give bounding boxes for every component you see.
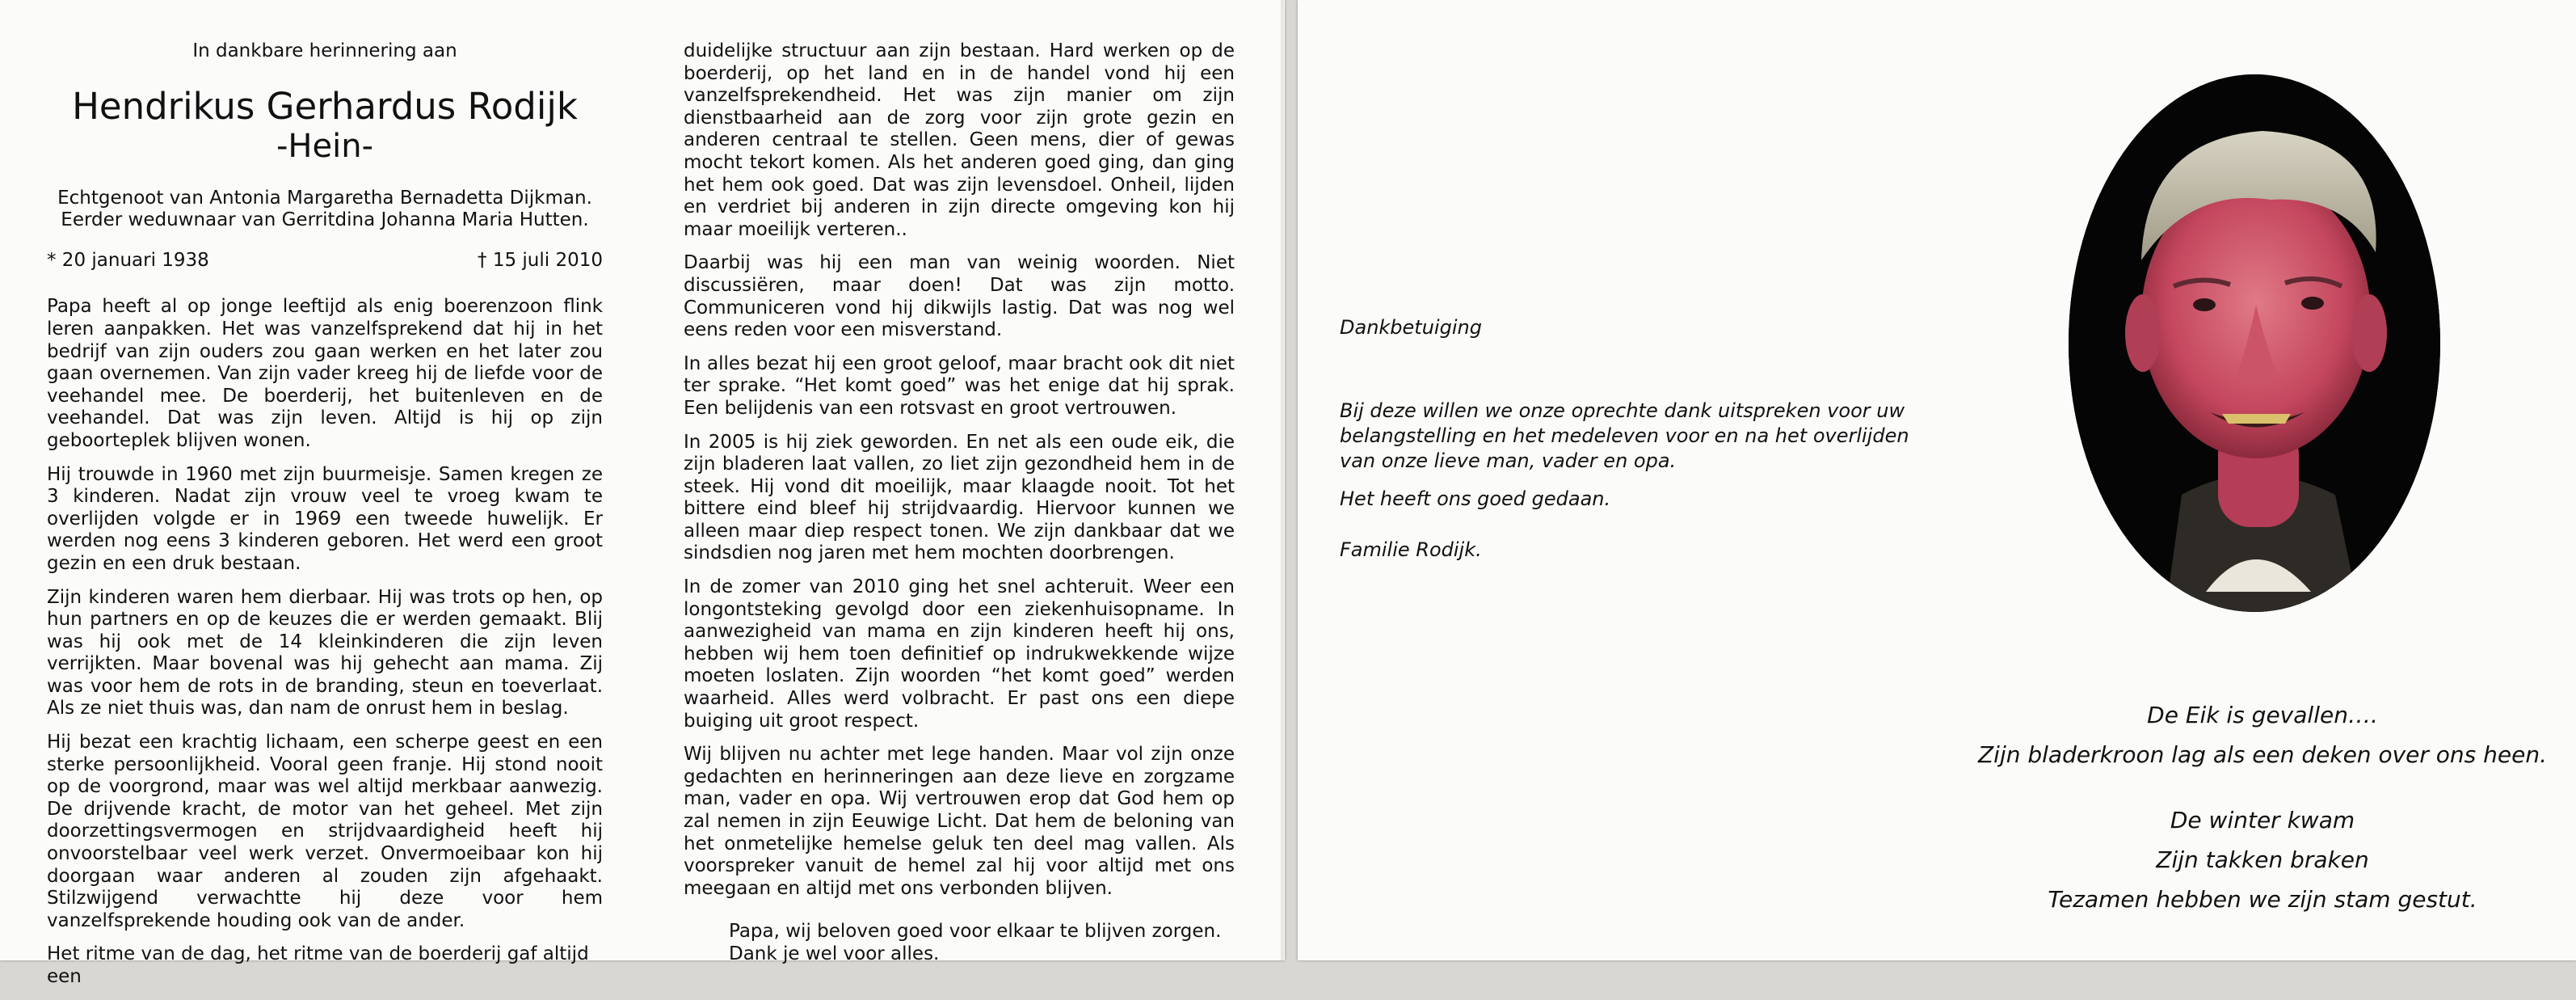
paragraph: Het ritme van de dag, het ritme van de boerderij gaf altijd een [47, 943, 589, 987]
widower-line: Eerder weduwnaar van Gerritdina Johanna Maria Hutten. [61, 209, 589, 231]
paragraph: Hij bezat een krachtig lichaam, een scherpe geest en een sterke persoonlijkheid. Vooral geen franje. Hij stond nooit op de voorgrond, maar was wel altijd merkbaar aanwezig. De drijvende kracht, de motor van het geheel. Met zijn doorzettingsvermogen en strijdvaardigheid heeft hij onvoorstelbaar veel werk verzet. Onvermoeibaar kon hij doorgaan waar anderen al zouden zijn afgehaakt. Stilzwijgend verwachtte hij deze voor hem vanzelfsprekende houding ook van de ander. [47, 732, 603, 931]
poem-stanza-gap [1955, 774, 2570, 800]
poem-line: Zijn takken braken [2156, 846, 2369, 873]
text-column-right [684, 40, 1235, 966]
paragraph: Daarbij was hij een man van weinig woorden. Niet discussiëren, maar doen! Dat was zijn motto. Communiceren vond hij dikwijls lastig. Dat was nog wel eens reden voor een misverstand. [684, 252, 1235, 341]
poem-line: De Eik is gevallen…. [2147, 702, 2378, 728]
left-card [0, 0, 1285, 987]
acknowledgement-heading: Dankbetuiging [1340, 316, 1482, 339]
poem-line: Zijn bladerkroon lag als een deken over ons heen. [1977, 741, 2548, 768]
paragraph: duidelijke structuur aan zijn bestaan. Hard werken op de boerderij, op het land en in de handel vond hij een vanzelfsprekendheid. Het was zijn manier om zijn dienstbaarheid aan de zorg voor zijn grote gezin en anderen centraal te stellen. Geen mens, dier of gewas mocht tekort komen. Als het anderen goed ging, dan ging het hem ook goed. Dat was zijn levensdoel. Onheil, lijden en verdriet bij anderen in zijn directe omgeving kon hij maar moeilijk verteren.. [684, 40, 1235, 240]
text-column-left [47, 40, 603, 1000]
intro-line: In dankbare herinnering aan [192, 40, 457, 61]
paragraph: Hij trouwde in 1960 met zijn buurmeisje. Samen kregen ze 3 kinderen. Nadat zijn vrouw veel te vroeg kwam te overlijden volgde er in 1969 een tweede huwelijk. Er werden nog eens 3 kinderen geboren. Het werd een groot gezin en een druk bestaan. [47, 463, 603, 574]
paragraph: In 2005 is hij ziek geworden. En net als een oude eik, die zijn bladeren laat vallen, zo liet zijn gezondheid hem in de steek. Hij vond dit moeilijk, maar klaagde nooit. Tot het bittere eind bleef hij strijdvaardig. Hiervoor kunnen we alleen maar diep respect tonen. We zijn dankbaar dat we sindsdien nog jaren met hem mochten doorbrengen. [684, 431, 1235, 564]
deceased-name: Hendrikus Gerhardus Rodijk [72, 84, 578, 128]
spouse-line: Echtgenoot van Antonia Margaretha Bernadetta Dijkman. [57, 187, 592, 209]
paragraph: Zijn kinderen waren hem dierbaar. Hij was trots op hen, op hun partners en op de keuzes die er werden gemaakt. Blij was hij ook met de 14 kleinkinderen die zijn leven verrijkten. Maar bovenal was hij gehecht aan mama. Zij was voor hem de rots in de branding, steun en toeverlaat. Als ze niet thuis was, dan nam de onrust hem in beslag. [47, 586, 603, 719]
paragraph: In alles bezat hij een groot geloof, maar bracht ook dit niet ter sprake. “Het komt goed” was het enige dat hij sprak. Een belijdenis van een rotsvast en groot vertrouwen. [684, 352, 1235, 419]
acknowledgement-line: Het heeft ons goed gedaan. [1340, 487, 1611, 510]
death-date: † 15 juli 2010 [478, 249, 603, 271]
card-fold [1281, 0, 1284, 960]
portrait-photo [2069, 74, 2440, 612]
paragraph: Wij blijven nu achter met lege handen. Maar vol zijn onze gedachten en herinneringen aan deze lieve en zorgzame man, vader en opa. Wij vertrouwen erop dat God hem op zal nemen in zijn Eeuwige Licht. Dat hem de beloning van het onmetelijke hemelse geluk ten deel mag vallen. Als voorspreker vanuit de hemel zal hij voor altijd met ons meegaan en altijd met ons verbonden blijven. [684, 744, 1235, 899]
portrait-illustration [2069, 74, 2440, 612]
deceased-nickname: -Hein- [276, 127, 374, 165]
poem-line: De winter kwam [2170, 807, 2355, 833]
closing-line-1: Papa, wij beloven goed voor elkaar te blijven zorgen. [729, 921, 1222, 943]
closing-line-2: Dank je wel voor alles. [729, 943, 940, 964]
birth-date: * 20 januari 1938 [47, 249, 209, 271]
acknowledgement-block [1340, 315, 1921, 576]
poem [1955, 695, 2570, 919]
paragraph: Papa heeft al op jonge leeftijd als enig boerenzoon flink leren aanpakken. Het was vanzelfsprekend dat hij in het bedrijf van zijn ouders zou gaan werken en het later zou gaan overnemen. Van zijn vader kreeg hij de liefde voor de veehandel mee. De boerderij, het buitenleven en de veehandel. Dat was zijn leven. Altijd is hij op zijn geboorteplek blijven wonen. [47, 296, 603, 451]
acknowledgement-body: Bij deze willen we onze oprechte dank uitspreken voor uw belangstelling en het medeleven voor en na het overlijden van onze lieve man, vader en opa. [1340, 399, 1909, 472]
poem-line: Tezamen hebben we zijn stam gestut. [2048, 886, 2477, 913]
closing-message [684, 921, 1235, 965]
paragraph: In de zomer van 2010 ging het snel achteruit. Weer een longontsteking gevolgd door een ziekenhuisopname. In aanwezigheid van mama en zijn kinderen heeft hij ons, hebben wij hem toen definitief op indrukwekkende wijze moeten loslaten. Zijn woorden “het komt goed” werden waarheid. Alles werd volbracht. Er past ons een diepe buiging uit groot respect. [684, 576, 1235, 732]
family-signature: Familie Rodijk. [1340, 538, 1482, 561]
life-dates [47, 250, 603, 272]
